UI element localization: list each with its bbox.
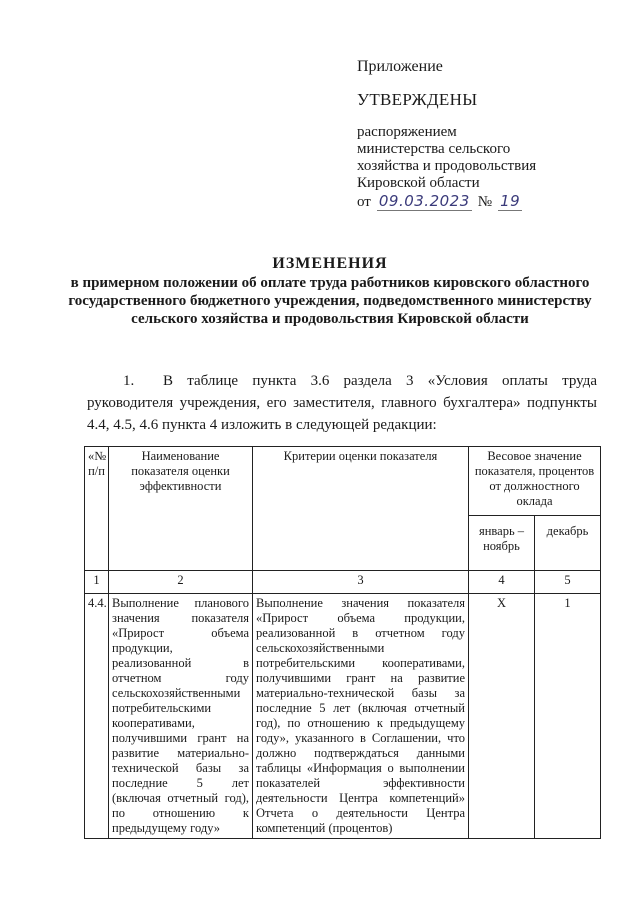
column-number: 3 [253,571,469,594]
column-number: 4 [469,571,535,594]
order-line: хозяйства и продовольствия [357,158,537,174]
row-name: Выполнение планового значения показателя «Прирост объема продукции, реализованной в отчетном году сельскохозяйственными потребительскими кооперативами, получившими грант на развитие материально-технической базы за последние 5 лет (включая отчетный год), по отношению к предыдущему году» [109,594,253,839]
title-heading: ИЗМЕНЕНИЯ [272,255,388,272]
approved-label: УТВЕРЖДЕНЫ [357,90,478,109]
column-number: 1 [85,571,109,594]
order-date-number [357,192,607,211]
indicators-table [84,446,601,839]
order-line: Кировской области [357,175,480,191]
column-number: 5 [535,571,601,594]
paragraph-text: В таблице пункта 3.6 раздела 3 «Условия оплаты труда руководителя учреждения, его заместителя, главного бухгалтера» подпункты 4.4, 4.5, 4.6 пункта 4 изложить в следующей редакции: [87,373,597,433]
from-label: от [357,194,371,210]
paragraph-1 [87,370,597,436]
row-num: 4.4. [85,594,109,839]
number-label: № [477,194,493,210]
header-dec: декабрь [535,516,601,571]
header-criteria: Критерии оценки показателя [253,447,469,571]
order-reference [357,124,607,211]
column-number: 2 [109,571,253,594]
document-title [60,254,600,328]
row-jan-nov: X [469,594,535,839]
header-weight: Весовое значение показателя, процентов от должностного оклада [469,447,601,516]
header-jan-nov: январь – ноябрь [469,516,535,571]
appendix-label: Приложение [357,58,443,75]
order-line: распоряжением [357,124,457,140]
table-row [85,594,601,839]
header-name: Наименование показателя оценки эффективности [109,447,253,571]
approval-block [357,58,607,211]
paragraph-number: 1. [123,373,135,389]
handwritten-number: 19 [500,192,521,210]
column-numbers-row [85,571,601,594]
order-line: министерства сельского [357,141,511,157]
header-num: «№ п/п [85,447,109,571]
row-criteria: Выполнение значения показателя «Прирост объема продукции, реализованной в отчетном году сельскохозяйственными потребительскими кооперативами, получившими грант на развитие материально-технической базы за последние 5 лет (включая отчетный год), по отношению к предыдущему году», указанного в Соглашении, что должно подтверждаться данными таблицы «Информация о выполнении показателей эффективности деятельности Центра компетенций» Отчета о деятельности Центра компетенций (процентов) [253,594,469,839]
row-dec: 1 [535,594,601,839]
handwritten-date: 09.03.2023 [378,192,470,210]
title-subtitle: в примерном положении об оплате труда работников кировского областного государственного бюджетного учреждения, подведомственного министерству сельского хозяйства и продовольствия Кировской области [68,275,592,327]
